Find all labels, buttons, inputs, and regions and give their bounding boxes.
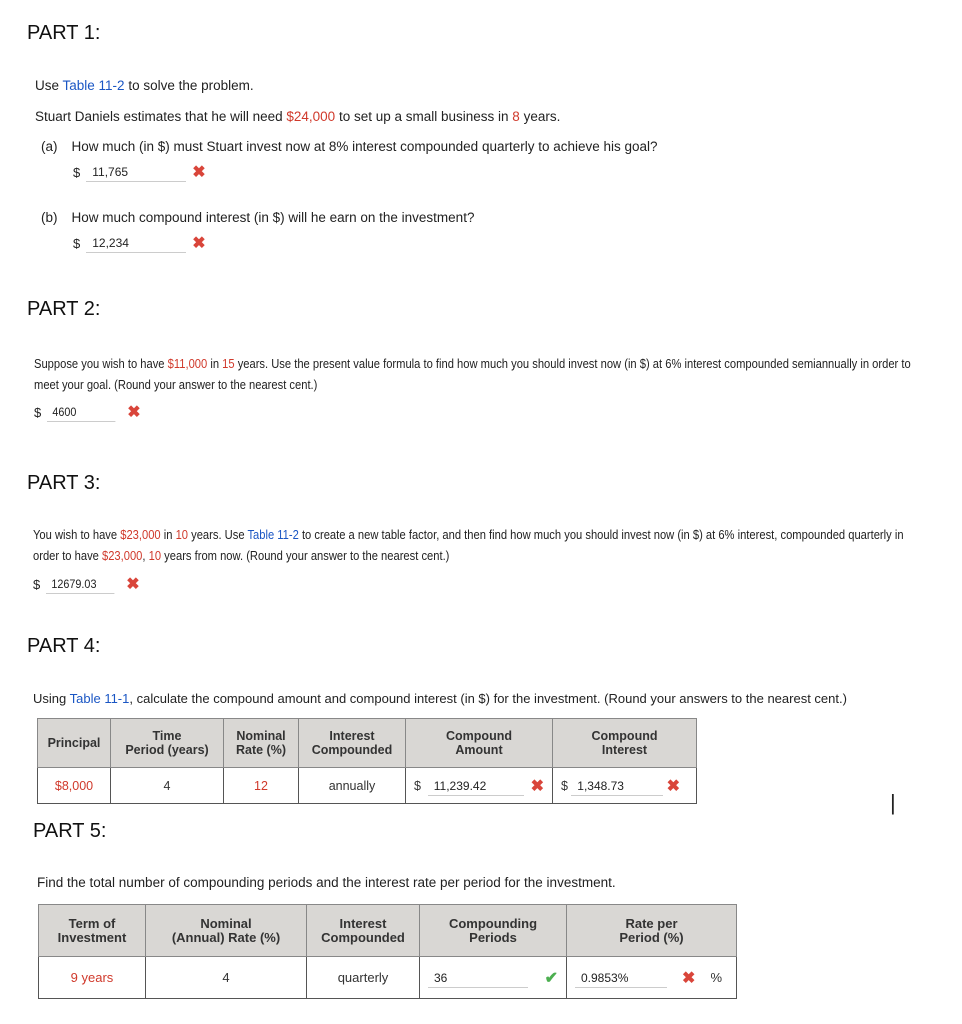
compound-amount-answer xyxy=(410,776,548,796)
currency-sign: $ xyxy=(33,576,41,592)
wrong-icon: ✖ xyxy=(192,164,206,181)
problem-text: to set up a small business in xyxy=(335,109,513,124)
header-term xyxy=(39,905,146,957)
header-label: Term of Investment xyxy=(57,915,127,945)
problem-years: 10 xyxy=(148,548,162,563)
problem-text: Stuart Daniels estimates that he will need xyxy=(35,109,287,124)
rate-cell: 4 xyxy=(146,957,307,999)
intro-text: to solve the problem. xyxy=(124,78,254,93)
rate-cell: 12 xyxy=(224,768,299,804)
header-time-period xyxy=(111,719,224,768)
term-cell xyxy=(39,957,146,999)
currency-sign: $ xyxy=(414,778,421,793)
currency-sign: $ xyxy=(34,404,42,420)
header-nominal-rate xyxy=(146,905,307,957)
header-label: Time Period (years) xyxy=(125,729,209,757)
wrong-icon: ✖ xyxy=(127,404,141,421)
part4-intro xyxy=(33,691,847,706)
problem-text: to create a new table factor, and then find how much you should invest now (in $) at 6% interest, compounded quarterly in xyxy=(298,527,904,542)
header-compound-amount xyxy=(406,719,553,768)
percent-unit: % xyxy=(710,970,722,985)
currency-sign: $ xyxy=(73,164,81,180)
wrong-icon: ✖ xyxy=(530,777,544,795)
question-text: How much (in $) must Stuart invest now at 8% interest compounded quarterly to achieve his goal? xyxy=(71,139,658,154)
problem-text: in xyxy=(207,356,223,371)
problem-text: in xyxy=(160,527,176,542)
problem-amount: $23,000 xyxy=(101,548,143,563)
header-label: Nominal Rate (%) xyxy=(235,729,286,757)
principal-cell: $8,000 xyxy=(38,768,111,804)
problem-years: 15 xyxy=(222,356,235,371)
header-rate-per-period xyxy=(567,905,737,957)
currency-sign: $ xyxy=(561,778,568,793)
part5-table xyxy=(38,904,737,999)
problem-text: years. Use xyxy=(188,527,248,542)
table-11-2-link[interactable]: Table 11-2 xyxy=(247,527,299,542)
wrong-icon: ✖ xyxy=(192,235,206,252)
rate-per-period-cell xyxy=(567,957,737,999)
header-label: Rate per Period (%) xyxy=(619,915,684,945)
part1-question-a xyxy=(41,139,658,154)
problem-amount: $11,000 xyxy=(167,356,208,371)
problem-text: You wish to have xyxy=(33,527,121,542)
header-compound-interest xyxy=(553,719,697,768)
text-cursor-icon: | xyxy=(890,790,896,815)
header-compounding-periods xyxy=(420,905,567,957)
problem-amount: $24,000 xyxy=(286,109,336,124)
header-label: Interest Compounded xyxy=(321,915,405,945)
wrong-icon: ✖ xyxy=(126,576,140,593)
header-principal xyxy=(38,719,111,768)
correct-check-icon: ✔ xyxy=(544,969,558,987)
problem-years: 10 xyxy=(175,527,189,542)
intro-text: Using xyxy=(33,691,70,706)
table-row xyxy=(39,957,737,999)
header-label: Compound Amount xyxy=(446,729,512,757)
compound-interest-answer xyxy=(557,776,692,796)
problem-amount: $23,000 xyxy=(120,527,161,542)
part1-answer-a xyxy=(73,162,206,182)
part2-problem-line1 xyxy=(34,353,911,374)
part1-question-b xyxy=(41,210,474,225)
part3-problem-line1 xyxy=(33,524,904,545)
problem-text: years from now. (Round your answer to the nearest cent.) xyxy=(161,548,450,563)
question-label: (a) xyxy=(41,139,58,154)
header-nominal-rate xyxy=(224,719,299,768)
compounding-periods-answer xyxy=(424,968,562,988)
part2-title: PART 2: xyxy=(27,298,101,320)
part1-title: PART 1: xyxy=(27,22,101,44)
part2-input[interactable]: 4600 xyxy=(47,402,115,422)
part3-input[interactable]: 12679.03 xyxy=(46,574,114,594)
header-label: Principal xyxy=(47,736,101,750)
header-interest-compounded xyxy=(307,905,420,957)
part1-intro xyxy=(35,78,254,93)
part3-answer xyxy=(33,574,140,594)
problem-text: Suppose you wish to have xyxy=(34,356,168,371)
wrong-icon: ✖ xyxy=(682,969,696,987)
header-label: Compound Interest xyxy=(591,729,658,757)
compounding-periods-cell xyxy=(420,957,567,999)
part5-title: PART 5: xyxy=(33,820,107,842)
table-header-row xyxy=(38,719,697,768)
part5-intro: Find the total number of compounding periods and the interest rate per period for the investment. xyxy=(37,875,616,890)
problem-text: years. xyxy=(519,109,561,124)
compounded-cell: quarterly xyxy=(307,957,420,999)
problem-text: order to have xyxy=(33,548,102,563)
table-row xyxy=(38,768,697,804)
problem-text: , xyxy=(142,548,149,563)
compound-amount-input[interactable]: 11,239.42 xyxy=(428,776,524,796)
term-value: 9 years xyxy=(70,970,114,985)
part1-problem xyxy=(35,109,560,124)
compounding-periods-input[interactable]: 36 xyxy=(428,968,528,988)
header-label: Nominal (Annual) Rate (%) xyxy=(171,915,281,945)
answer-b-input[interactable]: 12,234 xyxy=(86,233,186,253)
part4-title: PART 4: xyxy=(27,635,101,657)
part2-answer xyxy=(34,402,141,422)
question-label: (b) xyxy=(41,210,58,225)
question-text: How much compound interest (in $) will he earn on the investment? xyxy=(71,210,475,225)
part4-table xyxy=(37,718,697,804)
part1-answer-b xyxy=(73,233,206,253)
rate-per-period-input[interactable]: 0.9853% xyxy=(575,968,667,988)
compound-amount-cell xyxy=(406,768,553,804)
header-interest-compounded xyxy=(299,719,406,768)
problem-text: years. Use the present value formula to find how much you should invest now (in $) at 6% interest compounded semiannually in order to xyxy=(234,356,911,371)
problem-years: 8 xyxy=(512,109,520,124)
intro-text: Use xyxy=(35,78,63,93)
part3-title: PART 3: xyxy=(27,472,101,494)
intro-text: , calculate the compound amount and compound interest (in $) for the investment. (Round your answers to the nearest cent.) xyxy=(129,691,847,706)
header-label: Interest Compounded xyxy=(311,729,393,757)
part2-problem-line2: meet your goal. (Round your answer to the nearest cent.) xyxy=(34,377,318,392)
compound-interest-input[interactable]: 1,348.73 xyxy=(571,776,663,796)
table-11-2-link[interactable]: Table 11-2 xyxy=(62,78,125,93)
table-11-1-link[interactable]: Table 11-1 xyxy=(69,691,130,706)
wrong-icon: ✖ xyxy=(666,777,680,795)
rate-per-period-answer xyxy=(571,968,732,988)
header-label: Compounding Periods xyxy=(448,915,538,945)
compound-interest-cell xyxy=(553,768,697,804)
currency-sign: $ xyxy=(73,235,81,251)
compounded-cell: annually xyxy=(299,768,406,804)
table-header-row xyxy=(39,905,737,957)
time-cell: 4 xyxy=(111,768,224,804)
part3-problem-line2 xyxy=(33,545,449,566)
answer-a-input[interactable]: 11,765 xyxy=(86,162,186,182)
